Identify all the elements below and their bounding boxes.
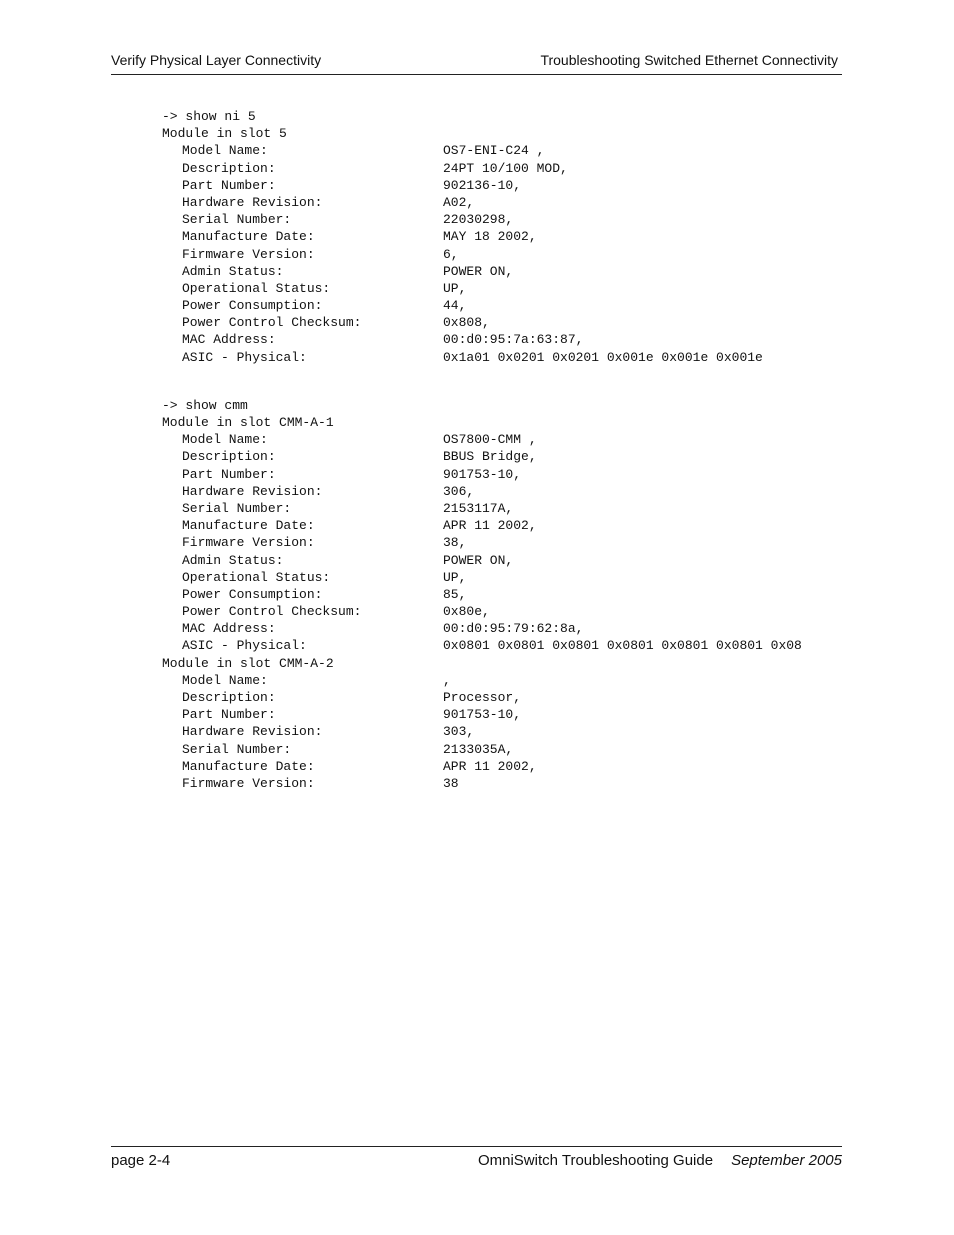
field-value: 38, — [443, 535, 467, 551]
field-value: 303, — [443, 724, 475, 740]
field-label: Manufacture Date: — [182, 229, 315, 245]
cli-command: -> show ni 5 — [162, 109, 256, 124]
field-label: Firmware Version: — [182, 535, 315, 551]
field-label: Serial Number: — [182, 212, 292, 228]
field-label: Description: — [182, 690, 276, 705]
field-row — [162, 194, 842, 211]
field-row — [162, 552, 842, 569]
field-value: 0x1a01 0x0201 0x0201 0x001e 0x001e 0x001e — [443, 349, 763, 365]
field-value: 00:d0:95:79:62:8a, — [443, 621, 584, 637]
field-value: 85, — [443, 586, 467, 602]
field-label: Serial Number: — [182, 741, 292, 757]
footer-guide-info — [478, 1152, 842, 1169]
module-heading: Module in slot CMM-A-2 — [162, 655, 334, 671]
field-row — [162, 142, 842, 159]
guide-title: OmniSwitch Troubleshooting Guide — [477, 1152, 714, 1169]
field-label: MAC Address: — [182, 621, 276, 637]
field-row — [162, 775, 842, 792]
field-value: 24PT 10/100 MOD, — [443, 160, 568, 176]
field-value: Processor, — [443, 690, 522, 705]
field-value: BBUS Bridge, — [443, 449, 537, 465]
field-value: 901753-10, — [443, 707, 522, 723]
field-value: 00:d0:95:7a:63:87, — [443, 332, 584, 348]
field-label: Model Name: — [182, 672, 268, 688]
field-value: 0x0801 0x0801 0x0801 0x0801 0x0801 0x0801 0x08 — [443, 638, 802, 654]
field-value: 902136-10, — [443, 177, 522, 193]
field-value: 2153117A, — [443, 500, 514, 516]
field-label: Power Control Checksum: — [182, 315, 362, 331]
field-value: 0x80e, — [443, 604, 490, 620]
field-row — [162, 280, 842, 297]
field-label: Operational Status: — [182, 280, 331, 296]
module-heading: Module in slot CMM-A-1 — [162, 415, 334, 430]
field-label: Firmware Version: — [182, 775, 315, 791]
field-row — [162, 263, 842, 280]
field-row — [162, 517, 842, 534]
field-label: Admin Status: — [182, 263, 284, 279]
field-label: Power Consumption: — [182, 586, 323, 602]
field-value: 38 — [443, 775, 459, 791]
field-row — [162, 160, 842, 177]
publication-date: September 2005 — [731, 1152, 842, 1169]
field-label: MAC Address: — [182, 332, 276, 348]
field-value: APR 11 2002, — [443, 518, 537, 534]
field-row — [162, 758, 842, 775]
field-value: APR 11 2002, — [443, 758, 537, 774]
field-row — [162, 603, 842, 620]
field-row — [162, 177, 842, 194]
field-value: MAY 18 2002, — [443, 229, 537, 245]
field-row — [162, 534, 842, 551]
field-value: , — [443, 672, 451, 688]
field-row — [162, 448, 842, 465]
field-label: Power Consumption: — [182, 298, 323, 314]
page-header — [111, 50, 842, 75]
field-label: ASIC - Physical: — [182, 638, 307, 654]
field-row — [162, 466, 842, 483]
field-row — [162, 331, 842, 348]
cli-command: -> show cmm — [162, 397, 248, 413]
field-value: 22030298, — [443, 212, 514, 228]
field-row — [162, 431, 842, 448]
field-label: Part Number: — [182, 707, 276, 723]
field-row — [162, 314, 842, 331]
field-label: Description: — [182, 160, 276, 176]
field-value: UP, — [443, 569, 467, 585]
field-label: Hardware Revision: — [182, 724, 323, 740]
field-value: A02, — [443, 194, 475, 210]
field-value: OS7-ENI-C24 , — [443, 143, 545, 159]
field-label: Admin Status: — [182, 552, 284, 568]
field-row — [162, 297, 842, 314]
field-row — [162, 483, 842, 500]
field-row — [162, 246, 842, 263]
field-label: Firmware Version: — [182, 246, 315, 262]
header-chapter-title: Troubleshooting Switched Ethernet Connectivity — [540, 52, 838, 68]
field-row — [162, 637, 842, 654]
field-value: POWER ON, — [443, 552, 514, 568]
field-label: Operational Status: — [182, 569, 331, 585]
field-row — [162, 211, 842, 228]
field-label: Part Number: — [182, 466, 276, 482]
field-value: 306, — [443, 483, 475, 499]
field-row — [162, 349, 842, 366]
field-row — [162, 228, 842, 245]
field-label: Manufacture Date: — [182, 758, 315, 774]
field-row — [162, 500, 842, 517]
field-row — [162, 689, 842, 706]
field-value: 0x808, — [443, 315, 490, 331]
field-label: ASIC - Physical: — [182, 349, 307, 365]
field-label: Manufacture Date: — [182, 518, 315, 534]
page-number: page 2-4 — [111, 1152, 171, 1169]
field-value: POWER ON, — [443, 263, 514, 279]
field-label: Model Name: — [182, 432, 268, 448]
field-value: 6, — [443, 246, 459, 262]
field-row — [162, 586, 842, 603]
field-value: 44, — [443, 298, 467, 314]
cli-output — [162, 108, 842, 792]
module-heading: Module in slot 5 — [162, 126, 287, 142]
field-row — [162, 569, 842, 586]
field-row — [162, 620, 842, 637]
field-label: Hardware Revision: — [182, 483, 323, 499]
field-row — [162, 741, 842, 758]
field-label: Hardware Revision: — [182, 194, 323, 210]
field-value: 2133035A, — [443, 741, 514, 757]
field-value: UP, — [443, 280, 467, 296]
field-label: Power Control Checksum: — [182, 604, 362, 620]
field-label: Description: — [182, 449, 276, 465]
field-row — [162, 672, 842, 689]
field-value: OS7800-CMM , — [443, 432, 537, 448]
page-footer — [111, 1146, 842, 1169]
field-label: Part Number: — [182, 177, 276, 193]
field-label: Serial Number: — [182, 500, 292, 516]
field-label: Model Name: — [182, 143, 268, 159]
section-gap — [162, 366, 842, 397]
field-value: 901753-10, — [443, 466, 522, 482]
field-row — [162, 706, 842, 723]
header-section-title: Verify Physical Layer Connectivity — [111, 52, 322, 68]
field-row — [162, 723, 842, 740]
